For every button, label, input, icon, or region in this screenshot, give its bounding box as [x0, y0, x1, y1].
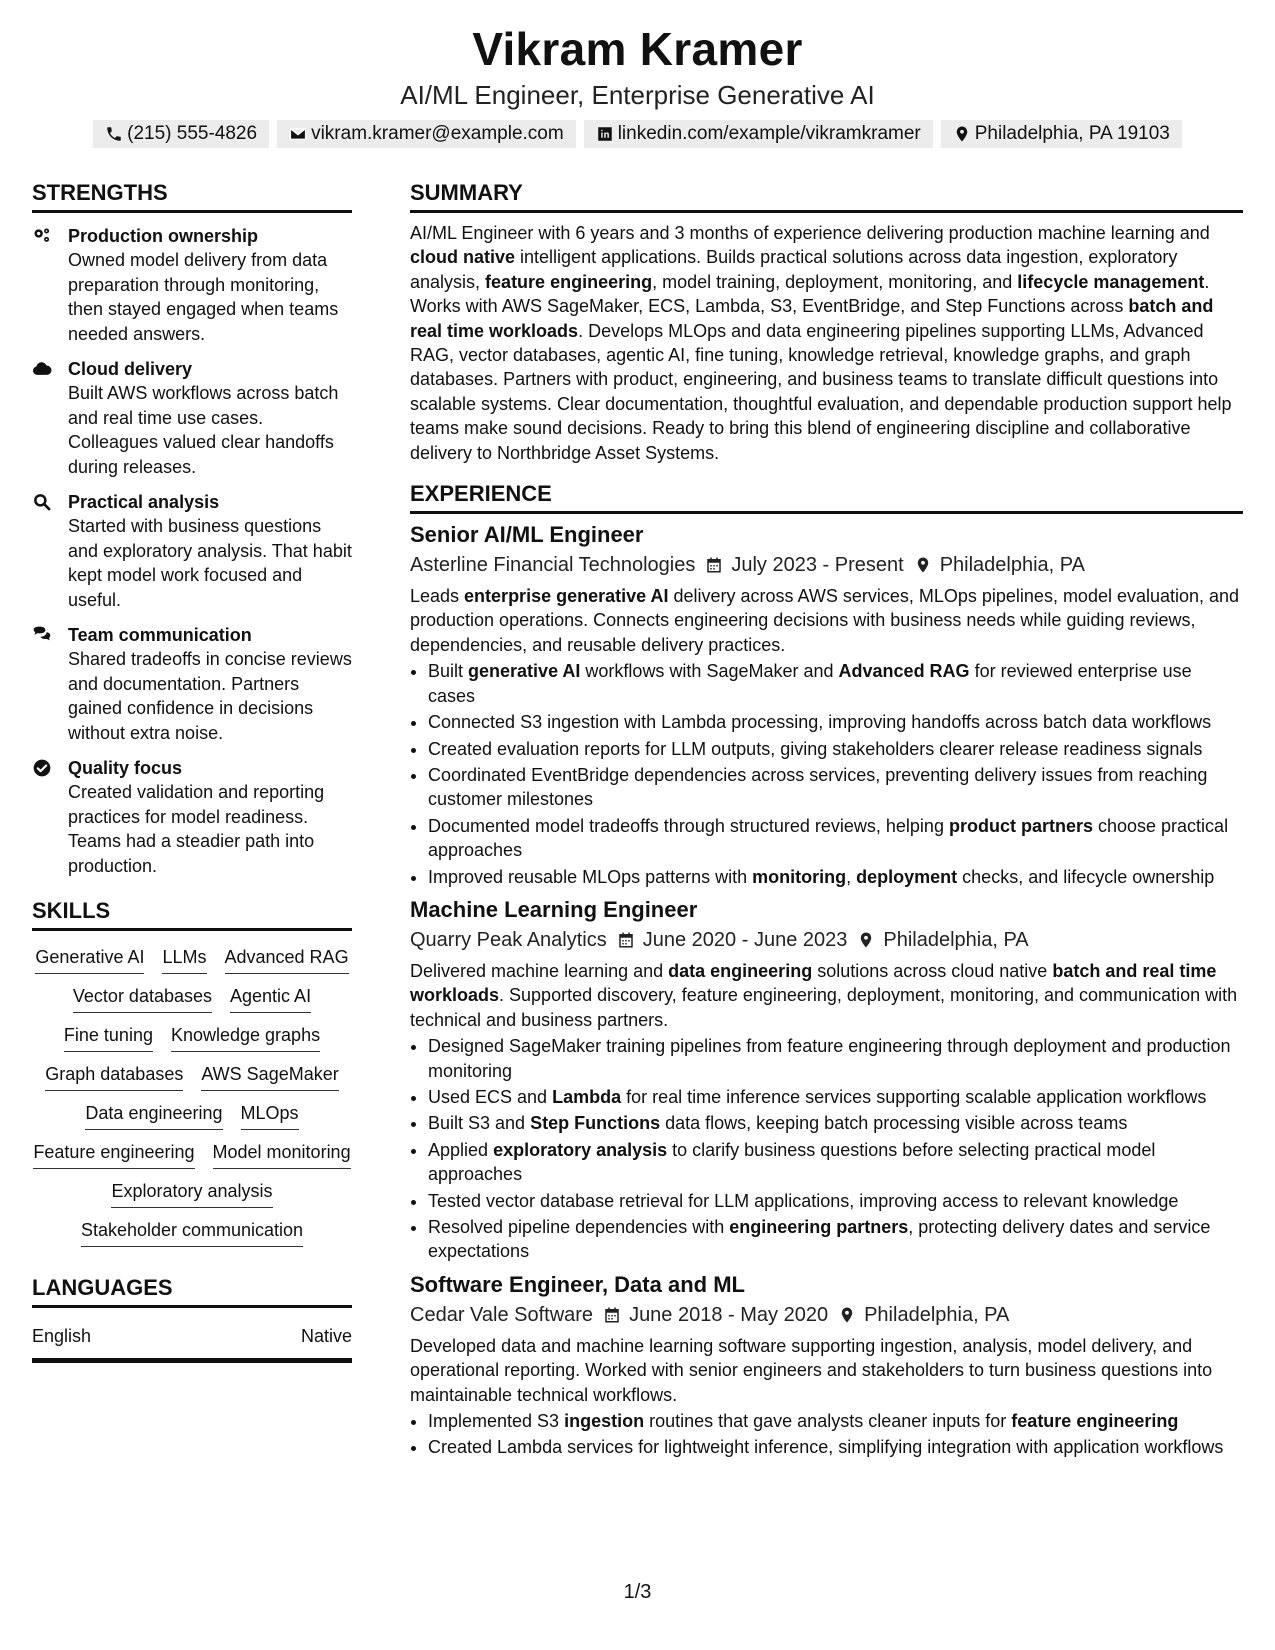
strengths-heading: STRENGTHS	[32, 180, 352, 213]
dates-text: June 2020 - June 2023	[642, 928, 848, 951]
job-entry	[410, 1270, 1243, 1460]
page-number: 1/3	[623, 1581, 652, 1603]
text-run: choose practical approaches	[428, 815, 1229, 861]
text-run: workflows with SageMaker and	[580, 661, 839, 682]
job-location	[914, 550, 1085, 580]
dates-text: June 2018 - May 2020	[629, 1303, 829, 1326]
job-meta	[410, 925, 1243, 955]
cloud-icon	[32, 359, 52, 379]
skill-tag: Feature engineering	[33, 1140, 194, 1169]
job-meta	[410, 1300, 1243, 1330]
skill-tag: Stakeholder communication	[81, 1218, 303, 1247]
text-run: solutions across cloud native	[812, 960, 1053, 981]
text-run: , protecting delivery dates and service expectations	[428, 1217, 1211, 1262]
job-meta	[410, 550, 1243, 580]
text-run: routines that gave analysts cleaner inputs for	[644, 1411, 1012, 1432]
job-dates	[603, 1300, 828, 1330]
job-description	[410, 959, 1243, 1032]
text-run: Connected S3 ingestion with Lambda processing, improving handoffs across batch data workflows	[428, 712, 1212, 733]
job-title: Senior AI/ML Engineer	[410, 522, 644, 548]
candidate-title: AI/ML Engineer, Enterprise Generative AI	[400, 80, 875, 110]
bold-text: product partners	[948, 815, 1093, 836]
bold-text: Advanced RAG	[838, 661, 970, 682]
location-text: Philadelphia, PA	[883, 928, 1029, 951]
bold-text: lifecycle management	[1017, 271, 1205, 292]
strength-name: Team communication	[68, 625, 252, 645]
job-entry	[410, 895, 1243, 1264]
text-run: Resolved pipeline dependencies with	[428, 1217, 730, 1237]
job-dates	[705, 550, 903, 580]
bold-text: batch and real time workloads	[410, 296, 1214, 341]
text-run: AI/ML Engineer with 6 years and 3 months of experience delivering production machine learning and	[410, 223, 1210, 243]
text-run: . Develops MLOps and data engineering pipelines supporting LLMs, Advanced RAG, vector databases, agentic AI, fine tuning, knowledge retrieval, knowledge graphs, and graph databases. Partners with product, engineering, and business teams to translate difficult questions into scalable systems. Clear documentation, thoughtful evaluation, and dependable production support help teams make sound decisions. Ready to bring this blend of engineering discipline and collaborative delivery to Northbridge Asset Systems.	[410, 320, 1232, 463]
calendar-icon	[617, 931, 635, 949]
skill-tag: LLMs	[162, 945, 206, 974]
text-run: Developed data and machine learning software supporting ingestion, analysis, model delivery, and operational reporting. Worked with senior engineers and stakeholders to turn business questions into maintainable technical workflows.	[410, 1335, 1213, 1405]
comments-icon	[32, 625, 52, 645]
text-run: Used ECS and	[428, 1086, 553, 1107]
text-run: Built S3 and	[428, 1113, 531, 1134]
job-bullets	[410, 1034, 1243, 1264]
check-circle-icon	[32, 758, 52, 778]
contact-phone[interactable]	[93, 120, 269, 148]
map-pin-icon	[857, 931, 875, 949]
bullet-item	[428, 1111, 1243, 1135]
text-run: , model training, deployment, monitoring, and	[652, 271, 1018, 292]
skills-list	[32, 931, 352, 1275]
bullet-item	[428, 1435, 1243, 1459]
gears-icon	[32, 226, 52, 246]
candidate-name: Vikram Kramer	[472, 23, 803, 75]
bold-text: deployment	[856, 866, 958, 887]
skill-tag: MLOps	[241, 1101, 299, 1130]
text-run: intelligent applications. Builds practical solutions across data ingestion, exploratory analysis,	[410, 247, 1178, 292]
language-level: Native	[300, 1326, 352, 1346]
bold-text: engineering partners	[729, 1217, 909, 1237]
strength-description: Shared tradeoffs in concise reviews and documentation. Partners gained confidence in decisions without extra noise.	[68, 649, 352, 743]
skill-tag: Model monitoring	[213, 1140, 351, 1169]
experience-heading: EXPERIENCE	[410, 481, 1243, 514]
bullet-item	[428, 659, 1243, 708]
strength-item	[32, 490, 352, 612]
text-run: Delivered machine learning and	[410, 960, 669, 981]
calendar-icon	[705, 556, 723, 574]
company-name: Asterline Financial Technologies	[410, 554, 696, 577]
job-bullets	[410, 1409, 1243, 1460]
map-pin-icon	[838, 1306, 856, 1324]
text-run: Leads	[410, 586, 465, 607]
text-run: Coordinated EventBridge dependencies across services, preventing delivery issues from reaching customer milestones	[428, 764, 1208, 810]
strength-name: Practical analysis	[68, 492, 220, 512]
text-run: Tested vector database retrieval for LLM applications, improving access to relevant knowledge	[428, 1190, 1179, 1211]
strength-name: Quality focus	[68, 758, 183, 778]
company-name: Quarry Peak Analytics	[410, 928, 607, 951]
text-run: Documented model tradeoffs through structured reviews, helping	[428, 815, 949, 836]
strength-item	[32, 357, 352, 479]
email-text: vikram.kramer@example.com	[311, 123, 564, 144]
map-pin-icon	[914, 556, 932, 574]
languages-heading: LANGUAGES	[32, 1275, 352, 1308]
text-run: Designed SageMaker training pipelines from feature engineering through deployment and production monitoring	[428, 1036, 1231, 1081]
strength-item	[32, 623, 352, 745]
text-run: . Supported discovery, feature engineering, deployment, monitoring, and communication with technical and business partners.	[410, 985, 1238, 1030]
bold-text: data engineering	[668, 960, 813, 981]
text-run: Built	[428, 661, 469, 682]
bold-text: generative AI	[468, 661, 581, 682]
summary-heading: SUMMARY	[410, 180, 1243, 213]
text-run: Created evaluation reports for LLM outputs, giving stakeholders clearer release readiness signals	[428, 738, 1203, 759]
bold-text: Step Functions	[530, 1113, 661, 1134]
bold-text: enterprise generative AI	[464, 586, 669, 607]
phone-text: (215) 555-4826	[127, 123, 258, 144]
text-run: . Works with AWS SageMaker, ECS, Lambda, S3, EventBridge, and Step Functions across	[410, 271, 1210, 317]
contact-bar	[0, 120, 1275, 148]
language-row	[32, 1324, 352, 1363]
skill-tag: Generative AI	[35, 945, 144, 974]
bullet-item	[428, 1409, 1243, 1433]
bullet-item	[428, 1215, 1243, 1264]
bold-text: Lambda	[552, 1086, 622, 1107]
bullet-item	[428, 814, 1243, 863]
skills-heading: SKILLS	[32, 898, 352, 931]
contact-email[interactable]	[277, 120, 576, 148]
text-run: Created Lambda services for lightweight inference, simplifying integration with application workflows	[428, 1437, 1224, 1458]
bold-text: ingestion	[564, 1411, 645, 1432]
text-run: Implemented S3	[428, 1411, 565, 1432]
text-run: delivery across AWS services, MLOps pipelines, model evaluation, and production operations. Connects engineering decisions with business needs while guiding reviews, dependencies, and reusable delivery practices.	[410, 586, 1240, 655]
job-entry	[410, 520, 1243, 889]
experience-list	[410, 520, 1243, 1460]
job-location	[838, 1300, 1009, 1330]
bullet-item	[428, 763, 1243, 812]
text-run: checks, and lifecycle ownership	[957, 866, 1215, 887]
right-column	[410, 180, 1243, 1462]
job-description	[410, 1334, 1243, 1407]
bullet-item	[428, 737, 1243, 761]
strength-description: Started with business questions and exploratory analysis. That habit kept model work focused and useful.	[68, 516, 352, 610]
text-run: to clarify business questions before selecting practical model approaches	[428, 1139, 1156, 1185]
text-run: for reviewed enterprise use cases	[428, 661, 1192, 706]
text-run: for real time inference services supporting scalable application workflows	[621, 1086, 1207, 1107]
envelope-icon	[289, 125, 307, 143]
skill-tag: Vector databases	[73, 984, 212, 1013]
location-text: Philadelphia, PA	[939, 554, 1085, 577]
job-dates	[617, 925, 848, 955]
strength-description: Built AWS workflows across batch and real time use cases. Colleagues valued clear handoffs during releases.	[68, 383, 339, 477]
text-run: data flows, keeping batch processing visible across teams	[660, 1113, 1128, 1134]
summary-text	[410, 221, 1243, 465]
bold-text: batch and real time workloads	[410, 960, 1217, 1006]
skill-tag: Data engineering	[85, 1101, 222, 1130]
strength-item	[32, 224, 352, 346]
strengths-list	[32, 224, 352, 878]
bold-text: feature engineering	[485, 271, 653, 292]
bullet-item	[428, 1189, 1243, 1213]
skill-tag: Graph databases	[45, 1062, 183, 1091]
text-run: Improved reusable MLOps patterns with	[428, 866, 753, 887]
job-location	[857, 925, 1028, 955]
text-run: ,	[846, 866, 857, 887]
bullet-item	[428, 865, 1243, 889]
left-column	[32, 180, 352, 1363]
skill-tag: Advanced RAG	[225, 945, 349, 974]
linkedin-text: linkedin.com/example/vikramkramer	[617, 123, 921, 144]
job-title: Machine Learning Engineer	[410, 896, 698, 922]
search-icon	[32, 492, 52, 512]
strength-description: Created validation and reporting practices for model readiness. Teams had a steadier path into production.	[68, 782, 325, 876]
language-name: English	[32, 1326, 92, 1346]
bullet-item	[428, 1085, 1243, 1109]
dates-text: July 2023 - Present	[731, 554, 904, 577]
company-name: Cedar Vale Software	[410, 1303, 594, 1326]
linkedin-icon	[596, 125, 614, 143]
calendar-icon	[603, 1306, 621, 1324]
job-title: Software Engineer, Data and ML	[410, 1271, 745, 1297]
contact-linkedin[interactable]	[584, 120, 933, 148]
phone-icon	[105, 125, 123, 143]
strength-name: Cloud delivery	[68, 359, 193, 379]
bold-text: cloud native	[410, 247, 516, 268]
bullet-item	[428, 1138, 1243, 1187]
location-text: Philadelphia, PA 19103	[974, 123, 1170, 144]
bold-text: exploratory analysis	[493, 1139, 668, 1160]
map-pin-icon	[953, 125, 971, 143]
skill-tag: Knowledge graphs	[171, 1023, 320, 1052]
job-description	[410, 584, 1243, 657]
bold-text: feature engineering	[1011, 1411, 1179, 1432]
resume-header	[0, 0, 1275, 148]
strength-description: Owned model delivery from data preparation through monitoring, then stayed engaged when teams needed answers.	[68, 250, 339, 344]
bold-text: monitoring	[752, 866, 847, 887]
bullet-item	[428, 1034, 1243, 1083]
skill-tag: AWS SageMaker	[201, 1062, 338, 1091]
job-bullets	[410, 659, 1243, 889]
skill-tag: Agentic AI	[230, 984, 311, 1013]
location-text: Philadelphia, PA	[864, 1303, 1010, 1326]
strength-name: Production ownership	[68, 226, 259, 246]
skill-tag: Exploratory analysis	[111, 1179, 272, 1208]
text-run: Applied	[428, 1139, 494, 1160]
skill-tag: Fine tuning	[64, 1023, 153, 1052]
bullet-item	[428, 710, 1243, 734]
contact-location	[941, 120, 1182, 148]
strength-item	[32, 756, 352, 878]
